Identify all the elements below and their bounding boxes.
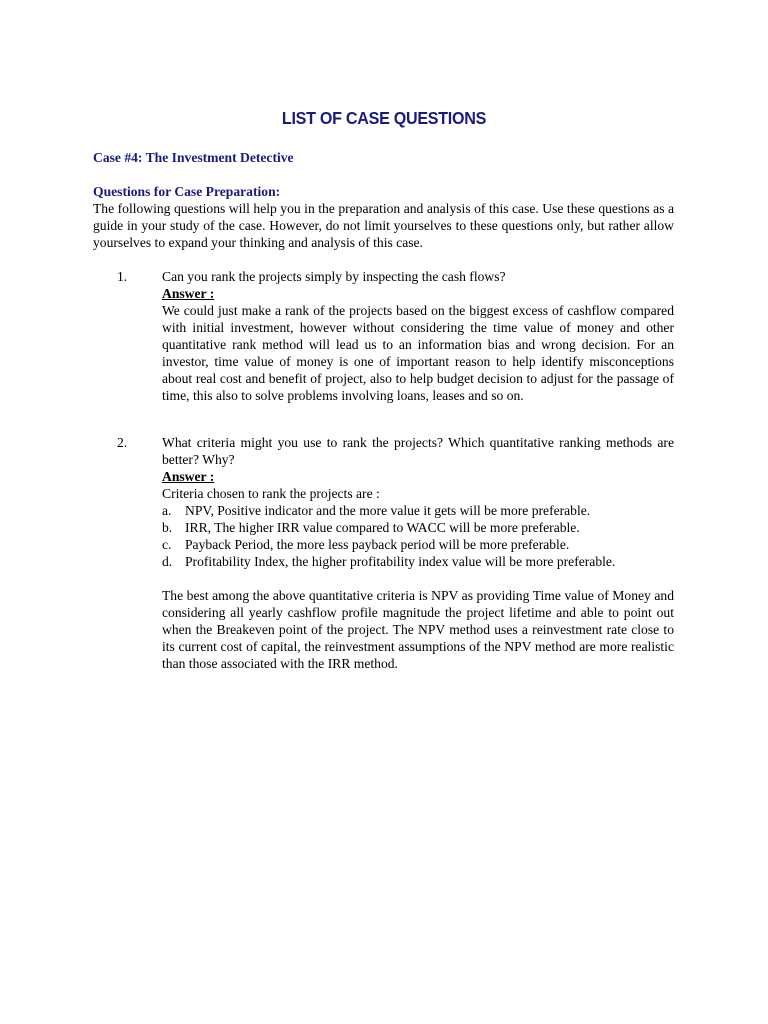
- list-letter: c.: [162, 537, 172, 552]
- criteria-intro: Criteria chosen to rank the projects are :: [162, 486, 380, 501]
- question-body: [162, 434, 674, 672]
- answer-label: Answer :: [162, 469, 215, 484]
- list-letter: b.: [162, 520, 173, 535]
- document-title: LIST OF CASE QUESTIONS: [281, 108, 487, 128]
- list-item: [162, 502, 674, 519]
- answer-label: Answer :: [162, 286, 215, 301]
- conclusion-text: The best among the above quantitative criteria is NPV as providing Time value of Money and considering all yearly cashflow profile magnitude the project lifetime and able to point out when the Breakeven point of the project. The NPV method uses a reinvestment rate close to its current cost of capital, the reinvestment assumptions of the NPV method are more realistic than those associated with the IRR method.: [162, 588, 674, 671]
- question-number: 1.: [117, 269, 128, 284]
- question-text: What criteria might you use to rank the projects? Which quantitative ranking methods are better? Why?: [162, 435, 674, 467]
- list-item: [162, 536, 674, 553]
- question-text: Can you rank the projects simply by inspecting the cash flows?: [162, 269, 506, 284]
- answer-text: We could just make a rank of the projects based on the biggest excess of cashflow compared with initial investment, however without considering the time value of money and other quantitative rank method will lead us to an information bias and wrong decision. For an investor, time value of money is one of important reason to help identify misconceptions about real cost and benefit of project, also to help budget decision to adjust for the passage of time, this also to solve problems involving loans, leases and so on.: [162, 303, 674, 403]
- list-text: Payback Period, the more less payback period will be more preferable.: [185, 537, 570, 552]
- case-heading: Case #4: The Investment Detective: [93, 150, 294, 165]
- paragraph-spacer: [162, 570, 674, 587]
- list-text: Profitability Index, the higher profitability index value will be more preferable.: [185, 554, 616, 569]
- preparation-heading: Questions for Case Preparation:: [93, 184, 281, 199]
- question-number: 2.: [117, 435, 128, 450]
- intro-paragraph: The following questions will help you in the preparation and analysis of this case. Use these questions as a guide in your study of the case. However, do not limit yourselves to these questions only, but rather allow yourselves to expand your thinking and analysis of this case.: [93, 201, 674, 250]
- question-body: [162, 268, 674, 404]
- list-letter: a.: [162, 503, 172, 518]
- list-item: [162, 553, 674, 570]
- list-item: [162, 519, 674, 536]
- list-letter: d.: [162, 554, 173, 569]
- list-text: IRR, The higher IRR value compared to WACC will be more preferable.: [185, 520, 580, 535]
- criteria-list: [162, 502, 674, 570]
- list-text: NPV, Positive indicator and the more value it gets will be more preferable.: [185, 503, 591, 518]
